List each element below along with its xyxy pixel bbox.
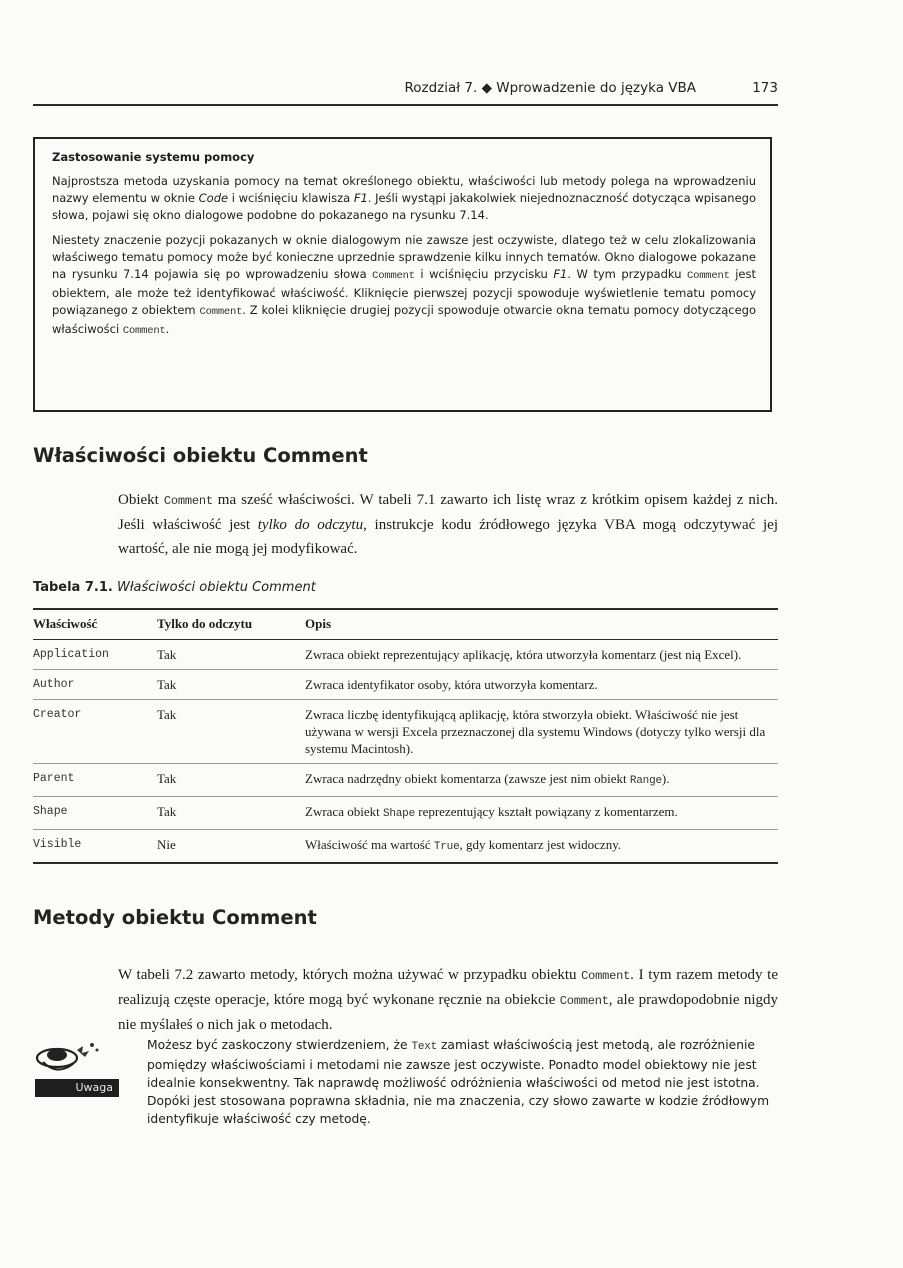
property-description: Zwraca liczbę identyfikującą aplikację, która stworzyła obiekt. Właściwość nie jest używana w wersji Excela przeznaczonej dla systemu Windows (dotyczy tylko wersji dla systemu Macintosh). xyxy=(305,700,778,764)
property-description xyxy=(305,830,778,864)
inline-code: Comment xyxy=(372,270,415,282)
readonly-value: Tak xyxy=(157,700,305,764)
section-heading-methods: Metody obiektu Comment xyxy=(33,906,317,929)
caution-icon-graphic xyxy=(33,1036,125,1080)
property-name: Application xyxy=(33,648,109,661)
page-number: 173 xyxy=(752,80,778,96)
inline-code: Comment xyxy=(581,969,631,983)
inline-code: Comment xyxy=(199,306,243,318)
column-header-property: Właściwość xyxy=(33,609,157,640)
code-window-name: Code xyxy=(198,191,229,205)
text-run: zamiast właściwością jest metodą, ale rozróżnienie pomiędzy właściwościami i metodami nie zawsze jest oczywiste. Ponadto model obiektowy nie jest idealnie konsekwentny. Tak naprawdę możliwość odróżnienia właściwości od metod nie jest istotna. Dopóki jest stosowana poprawna składnia, nie ma znaczenia, czy słowo zawarte w kodzie źródłowym identyfikuje właściwość czy metodę. xyxy=(147,1038,770,1126)
inline-code: Text xyxy=(411,1041,438,1053)
running-header xyxy=(33,78,778,106)
text-run: , gdy komentarz jest widoczny. xyxy=(459,837,622,852)
help-box-paragraph-1 xyxy=(52,173,756,224)
inline-code: Comment xyxy=(163,494,213,508)
table-row xyxy=(33,830,778,864)
readonly-value: Nie xyxy=(157,830,305,864)
text-run: Obiekt xyxy=(118,492,164,508)
table-header-row xyxy=(33,609,778,640)
text-run: jest obiektem, ale może też identyfikować właściwość. Kliknięcie pierwszej pozycji spowoduje wyświetlenie tematu pomocy powiązanego z obiektem xyxy=(52,267,756,317)
emphasis: tylko do odczytu xyxy=(257,517,364,533)
properties-table xyxy=(33,608,778,864)
section-heading-properties: Właściwości obiektu Comment xyxy=(33,444,368,467)
text-run: reprezentujący kształt powiązany z komentarzem. xyxy=(414,804,678,819)
table-row xyxy=(33,700,778,764)
text-run: , instrukcje kodu źródłowego języka VBA mogą odczytywać jej wartość, ale nie mogą jej modyfikować. xyxy=(118,517,778,557)
inline-code: True xyxy=(433,841,460,853)
table-caption-title: Właściwości obiektu Comment xyxy=(116,580,316,595)
column-header-readonly: Tylko do odczytu xyxy=(157,609,305,640)
property-name: Visible xyxy=(33,830,157,864)
table-caption-label: Tabela 7.1. xyxy=(33,580,113,595)
table-row xyxy=(33,797,778,830)
methods-intro-paragraph xyxy=(118,963,778,1037)
column-header-description: Opis xyxy=(305,609,778,640)
key-name: F1 xyxy=(553,267,568,281)
help-box-title: Zastosowanie systemu pomocy xyxy=(52,150,255,164)
inline-code: Comment xyxy=(687,270,730,282)
readonly-value: Tak xyxy=(157,797,305,830)
properties-intro-paragraph xyxy=(118,488,778,561)
note-callout xyxy=(33,1036,778,1166)
text-run: Najprostsza metoda uzyskania pomocy na temat określonego obiektu, właściwości lub metody polega na wprowadzeniu nazwy elementu w oknie xyxy=(52,174,756,205)
text-run: Niestety znaczenie pozycji pokazanych w oknie dialogowym nie zawsze jest oczywiste, dlatego też w celu zlokalizowania właściwego tematu pomocy może być konieczne uprzednie sprawdzenie kilku innych tematów. Okno dialogowe pokazane na rysunku 7.14 pojawia się po wprowadzeniu słowa xyxy=(52,233,756,281)
text-run: Zwraca obiekt xyxy=(305,804,383,819)
property-description xyxy=(305,797,778,830)
text-run: . Z kolei kliknięcie drugiej pozycji spowoduje otwarcie okna tematu pomocy dotyczącego właściwości xyxy=(52,303,756,336)
table-row xyxy=(33,764,778,797)
text-run: Właściwość ma wartość xyxy=(305,837,434,852)
note-text xyxy=(147,1036,772,1128)
table-row xyxy=(33,670,778,700)
property-description xyxy=(305,764,778,797)
text-run: Zwraca nadrzędny obiekt komentarza (zawsze jest nim obiekt xyxy=(305,771,630,786)
text-run: . W tym przypadku xyxy=(567,267,687,281)
text-run: ). xyxy=(661,771,670,786)
inline-code: Range xyxy=(629,775,662,787)
text-run: , ale prawdopodobnie nigdy nie myślałeś o nich jak o metodach. xyxy=(118,992,778,1033)
text-run: Możesz być zaskoczony stwierdzeniem, że xyxy=(147,1038,412,1052)
text-run: ma sześć właściwości. W tabeli 7.1 zawarto ich listę wraz z krótkim opisem każdej z nich. Jeśli właściwość jest xyxy=(118,492,779,533)
inline-code: Comment xyxy=(122,325,166,337)
readonly-value: Tak xyxy=(157,764,305,797)
inline-code: Shape xyxy=(382,808,415,820)
property-name: Creator xyxy=(33,700,157,764)
property-description: Zwraca identyfikator osoby, która utworzyła komentarz. xyxy=(305,670,778,700)
text-run: . I tym razem metody te realizują częste operacje, które mogą być wykonane ręcznie na obiekcie xyxy=(118,967,778,1008)
help-box-paragraph-2 xyxy=(52,232,756,340)
property-name: Author xyxy=(33,670,157,700)
readonly-value: Tak xyxy=(157,647,177,662)
property-name: Shape xyxy=(33,797,157,830)
help-sidebar-box xyxy=(33,137,772,412)
inline-code: Comment xyxy=(559,994,609,1008)
table-caption xyxy=(33,580,316,595)
property-description: Zwraca obiekt reprezentujący aplikację, która utworzyła komentarz (jest nią Excel). xyxy=(305,647,742,662)
text-run: W tabeli 7.2 zawarto metody, których można używać w przypadku obiektu xyxy=(118,967,582,983)
note-badge: Uwaga xyxy=(35,1079,119,1097)
key-name: F1 xyxy=(353,191,368,205)
text-run: . Jeśli wystąpi jakakolwiek niejednoznaczność dotycząca wpisanego słowa, pojawi się okno dialogowe podobne do pokazanego na rysunku 7.14. xyxy=(52,191,756,222)
text-run: . xyxy=(165,322,170,336)
text-run: i wciśnięciu klawisza xyxy=(228,191,354,205)
table-row xyxy=(33,640,778,670)
chapter-title: Rozdział 7. ◆ Wprowadzenie do języka VBA xyxy=(404,80,696,96)
readonly-value: Tak xyxy=(157,670,305,700)
caution-icon xyxy=(33,1036,125,1106)
text-run: i wciśnięciu przycisku xyxy=(414,267,554,281)
property-name: Parent xyxy=(33,764,157,797)
